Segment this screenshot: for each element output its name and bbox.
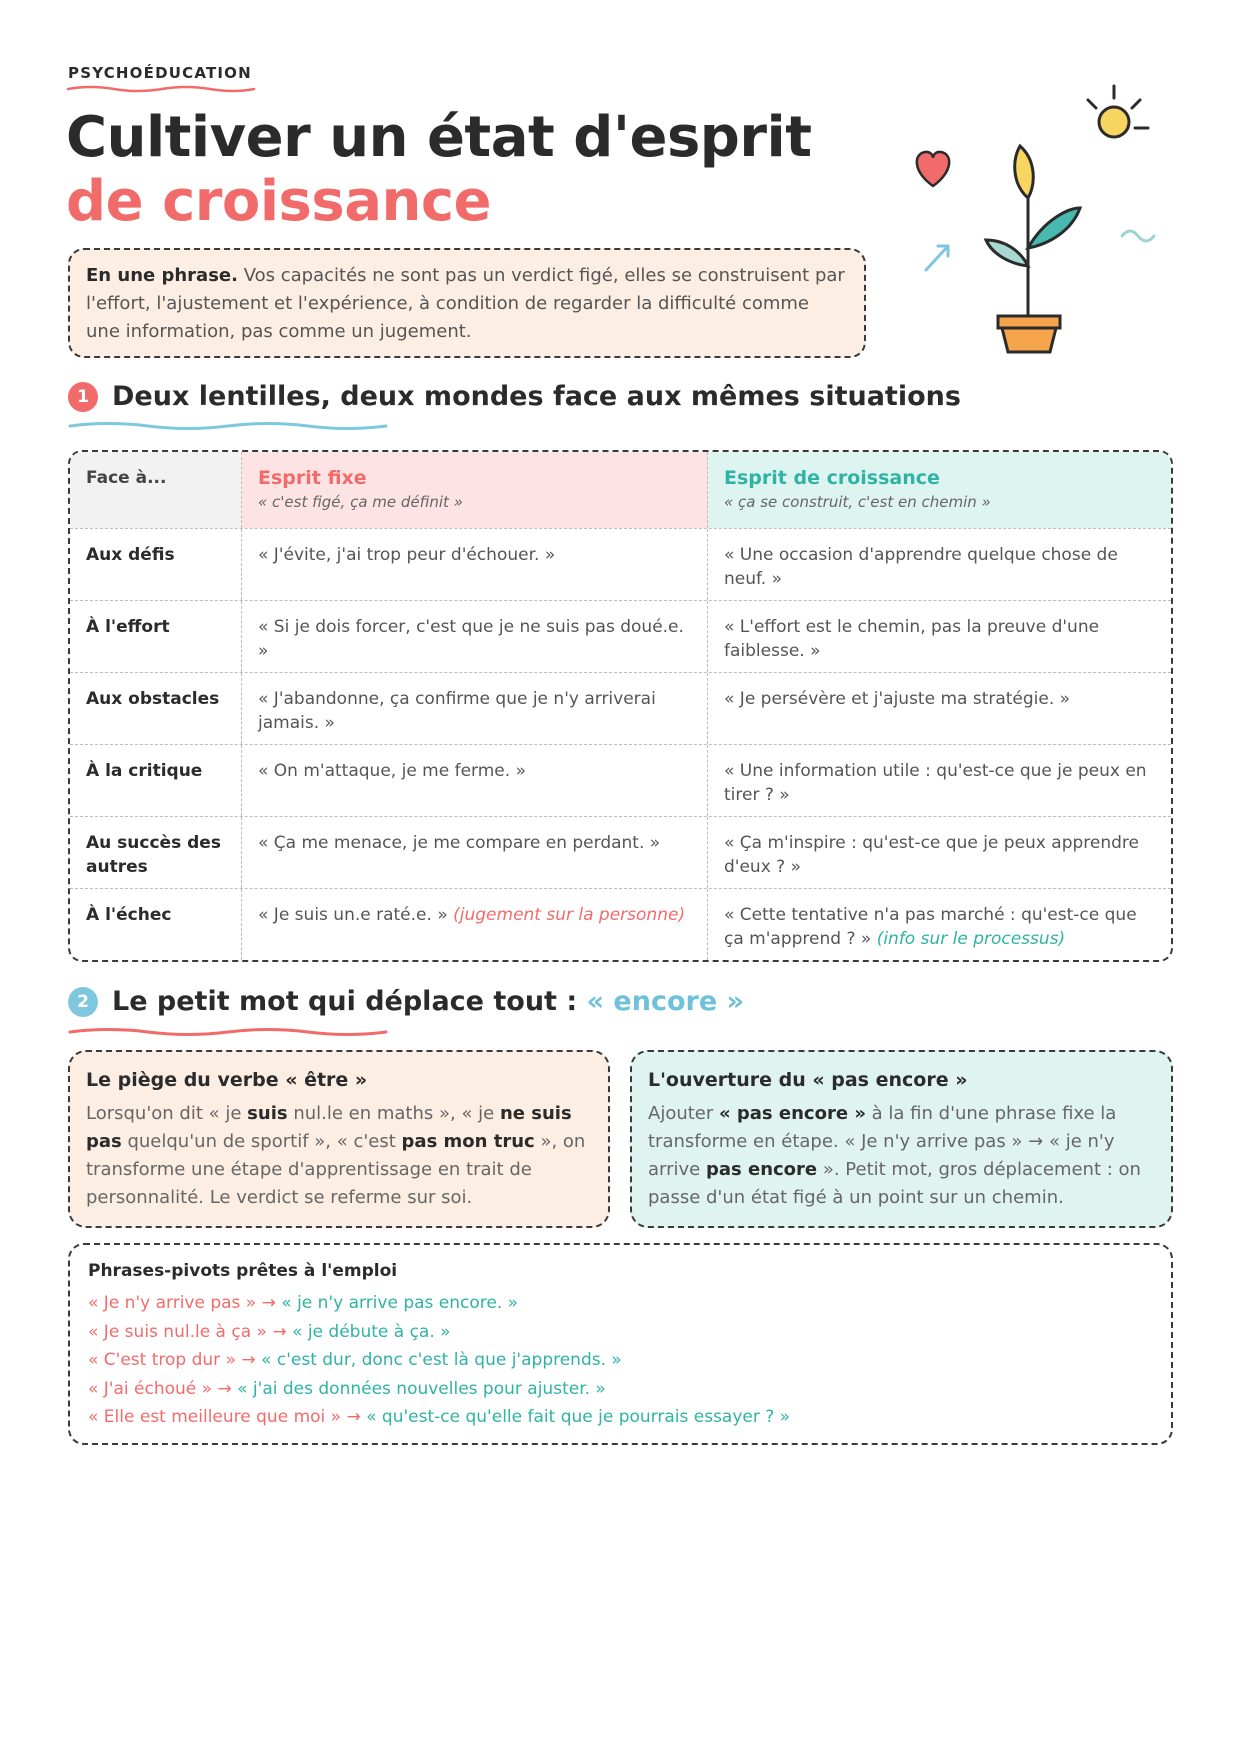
summary-text: Vos capacités ne sont pas un verdict figé, elles se construisent par l'effort, l'ajustement et l'expérience, à condition de regarder la difficulté comme une information, pas comme un jugement.	[86, 265, 845, 342]
pivot-phrases-box	[68, 1243, 1173, 1445]
pas-encore-title: L'ouverture du « pas encore »	[648, 1069, 968, 1091]
row-label: À l'effort	[70, 601, 242, 672]
etre-trap-box	[68, 1050, 610, 1228]
section1-number: 1	[68, 382, 98, 412]
plant-icon	[986, 146, 1080, 352]
arrow-right-icon: →	[346, 1407, 361, 1427]
squiggle-icon	[1122, 231, 1154, 241]
table-row	[70, 888, 1171, 960]
table-row	[70, 816, 1171, 888]
header-growth-name: Esprit de croissance	[724, 467, 940, 489]
section2-heading	[68, 986, 744, 1017]
row-fixed: « On m'attaque, je me ferme. »	[242, 745, 708, 816]
row-fixed: « J'abandonne, ça confirme que je n'y arriverai jamais. »	[242, 673, 708, 744]
row-growth-note: (info sur le processus)	[876, 929, 1066, 949]
table-row	[70, 600, 1171, 672]
table-header-row	[70, 452, 1171, 528]
row-label: Aux obstacles	[70, 673, 242, 744]
summary-callout	[68, 248, 866, 358]
row-label: À la critique	[70, 745, 242, 816]
row-label: À l'échec	[70, 889, 242, 960]
header-face-a: Face à...	[70, 452, 242, 528]
kicker: PSYCHOÉDUCATION	[68, 64, 252, 82]
plant-illustration	[900, 80, 1160, 360]
header-fixed-name: Esprit fixe	[258, 467, 367, 489]
row-growth	[708, 889, 1171, 960]
arrow-right-icon: →	[241, 1350, 256, 1370]
etre-trap-title: Le piège du verbe « être »	[86, 1069, 368, 1091]
row-growth: « Ça m'inspire : qu'est-ce que je peux apprendre d'eux ? »	[724, 833, 1139, 877]
row-growth: « L'effort est le chemin, pas la preuve d'une faiblesse. »	[724, 617, 1100, 661]
header-growth	[708, 452, 1171, 528]
arrow-right-icon: →	[261, 1293, 276, 1313]
section2-title-text: Le petit mot qui déplace tout :	[112, 986, 578, 1017]
arrow-right-icon: →	[272, 1321, 287, 1342]
title-accent: de croissance	[66, 169, 492, 234]
row-growth: « Je persévère et j'ajuste ma stratégie. »	[724, 689, 1071, 709]
row-fixed	[242, 889, 708, 960]
section2-number: 2	[68, 987, 98, 1017]
sun-icon	[1088, 86, 1148, 137]
section1-title: Deux lentilles, deux mondes face aux mêmes situations	[112, 381, 961, 412]
pivot-phrases-title: Phrases-pivots prêtes à l'emploi	[88, 1261, 398, 1281]
section2-underline	[68, 1026, 388, 1038]
row-label: Au succès des autres	[70, 817, 242, 888]
pas-encore-box	[630, 1050, 1173, 1228]
summary-lead: En une phrase.	[86, 265, 238, 286]
table-row	[70, 744, 1171, 816]
row-fixed: « J'évite, j'ai trop peur d'échouer. »	[242, 529, 708, 600]
row-fixed-text: « Je suis un.e raté.e. »	[258, 905, 448, 925]
table-row	[70, 672, 1171, 744]
section1-underline	[68, 420, 388, 432]
pivot-phrase: « Elle est meilleure que moi » → « qu'est-ce qu'elle fait que je pourrais essayer ? »	[88, 1407, 791, 1427]
row-fixed: « Si je dois forcer, c'est que je ne suis pas doué.e. »	[242, 601, 708, 672]
pivot-phrase: « Je suis nul.le à ça » → « je débute à ça. »	[88, 1321, 451, 1342]
section2-title-accent: « encore »	[586, 986, 744, 1017]
mindset-comparison-table	[68, 450, 1173, 962]
pivot-phrase: « C'est trop dur » → « c'est dur, donc c'est là que j'apprends. »	[88, 1350, 622, 1370]
table-row	[70, 528, 1171, 600]
row-label: Aux défis	[70, 529, 242, 600]
pivot-phrase: « J'ai échoué » → « j'ai des données nouvelles pour ajuster. »	[88, 1378, 606, 1399]
section1-heading	[68, 381, 961, 412]
pas-encore-text: Ajouter « pas encore » à la fin d'une phrase fixe la transforme en étape. « Je n'y arrive pas » → « je n'y arrive pas encore ». Petit mot, gros déplacement : on passe d'un état figé à un point sur un chemin.	[648, 1103, 1141, 1208]
row-growth: « Une occasion d'apprendre quelque chose de neuf. »	[724, 545, 1118, 589]
header-fixed-sub: « c'est figé, ça me définit »	[258, 493, 463, 511]
arrow-right-icon: →	[217, 1378, 232, 1399]
section2-title	[112, 986, 744, 1017]
title-main: Cultiver un état d'esprit	[66, 105, 812, 170]
row-fixed-note: (jugement sur la personne)	[453, 905, 686, 925]
header-fixed	[242, 452, 708, 528]
etre-trap-text: Lorsqu'on dit « je suis nul.le en maths », « je ne suis pas quelqu'un de sportif », « c'est pas mon truc », on transforme une étape d'apprentissage en trait de personnalité. Le verdict se referme sur soi.	[86, 1103, 586, 1208]
row-growth: « Une information utile : qu'est-ce que je peux en tirer ? »	[724, 761, 1147, 805]
arrow-up-icon	[926, 246, 948, 270]
page-title	[66, 106, 886, 234]
header-growth-sub: « ça se construit, c'est en chemin »	[724, 493, 991, 511]
pivot-phrase: « Je n'y arrive pas » → « je n'y arrive pas encore. »	[88, 1293, 519, 1313]
row-fixed: « Ça me menace, je me compare en perdant. »	[242, 817, 708, 888]
kicker-underline	[66, 84, 256, 94]
heart-icon	[917, 152, 949, 186]
row-growth-text: « Cette tentative n'a pas marché : qu'est-ce que ça m'apprend ? »	[724, 905, 1137, 949]
